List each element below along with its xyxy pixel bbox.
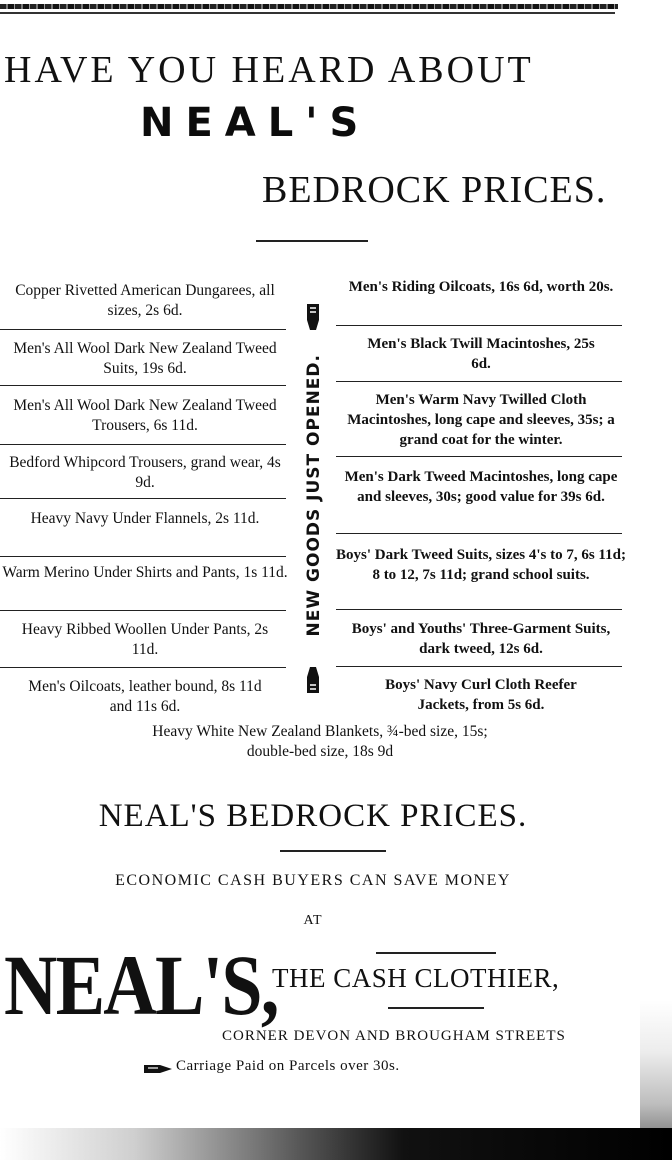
left-item: Warm Merino Under Shirts and Pants, 1s 11d. xyxy=(2,564,288,581)
new-goods-banner-text: NEW GOODS JUST OPENED. xyxy=(304,353,324,637)
scan-noise xyxy=(640,1000,672,1130)
at-label: AT xyxy=(303,913,323,928)
divider xyxy=(0,444,286,445)
divider xyxy=(0,667,286,668)
divider xyxy=(336,456,622,457)
divider xyxy=(336,381,622,382)
cash-clothier: THE CASH CLOTHIER, xyxy=(272,963,560,993)
right-item: Boys' Dark Tweed Suits, sizes 4's to 7, 6s 11d; 8 to 12, 7s 11d; grand school suits. xyxy=(336,547,626,583)
left-item: Men's All Wool Dark New Zealand Tweed Trousers, 6s 11d. xyxy=(13,397,277,434)
left-item: Men's All Wool Dark New Zealand Tweed Suits, 19s 6d. xyxy=(13,340,277,377)
left-item: Heavy Navy Under Flannels, 2s 11d. xyxy=(30,510,260,527)
bottom-border xyxy=(0,1128,672,1160)
divider xyxy=(280,850,386,852)
pointing-hand-icon xyxy=(142,1060,174,1078)
right-item: Men's Black Twill Macintoshes, 25s 6d. xyxy=(367,336,595,372)
divider xyxy=(256,240,368,242)
divider xyxy=(0,385,286,386)
top-border xyxy=(0,4,618,9)
divider xyxy=(0,329,286,330)
left-item: Heavy Ribbed Woollen Under Pants, 2s 11d. xyxy=(21,621,269,658)
left-item: Men's Oilcoats, leather bound, 8s 11d and 11s 6d. xyxy=(28,678,262,715)
divider xyxy=(0,556,286,557)
left-item: Bedford Whipcord Trousers, grand wear, 4s 9d. xyxy=(9,454,281,491)
divider xyxy=(0,498,286,499)
new-goods-banner xyxy=(302,290,326,700)
divider xyxy=(336,325,622,326)
carriage-note: Carriage Paid on Parcels over 30s. xyxy=(176,1058,400,1074)
right-item: Men's Warm Navy Twilled Cloth Macintoshes, long cape and sleeves, 35s; a grand coat for the winter. xyxy=(347,392,615,448)
bedrock-prices-heading: BEDROCK PRICES. xyxy=(262,169,607,211)
right-item: Men's Dark Tweed Macintoshes, long cape and sleeves, 30s; good value for 39s 6d. xyxy=(344,469,618,505)
divider xyxy=(336,666,622,667)
divider xyxy=(388,1007,484,1009)
divider xyxy=(0,610,286,611)
top-border-line xyxy=(0,12,615,14)
right-item: Men's Riding Oilcoats, 16s 6d, worth 20s. xyxy=(348,279,614,295)
divider xyxy=(376,952,496,954)
right-item: Boys' Navy Curl Cloth Reefer Jackets, from 5s 6d. xyxy=(385,677,577,713)
brand-ornamental: NEAL'S xyxy=(140,100,371,146)
economic-line: ECONOMIC CASH BUYERS CAN SAVE MONEY xyxy=(115,872,511,889)
address: CORNER DEVON AND BROUGHAM STREETS xyxy=(222,1028,566,1044)
repeat-title: NEAL'S BEDROCK PRICES. xyxy=(98,798,528,834)
right-item: Boys' and Youths' Three-Garment Suits, dark tweed, 12s 6d. xyxy=(351,621,611,657)
pointing-hand-icon xyxy=(302,665,324,695)
blankets-item: Heavy White New Zealand Blankets, ¾-bed size, 15s; double-bed size, 18s 9d xyxy=(152,723,488,760)
headline: HAVE YOU HEARD ABOUT xyxy=(4,49,534,91)
left-item: Copper Rivetted American Dungarees, all sizes, 2s 6d. xyxy=(15,282,275,319)
divider xyxy=(336,609,622,610)
neals-big-logo: NEAL'S, xyxy=(4,937,278,1033)
divider xyxy=(336,533,622,534)
